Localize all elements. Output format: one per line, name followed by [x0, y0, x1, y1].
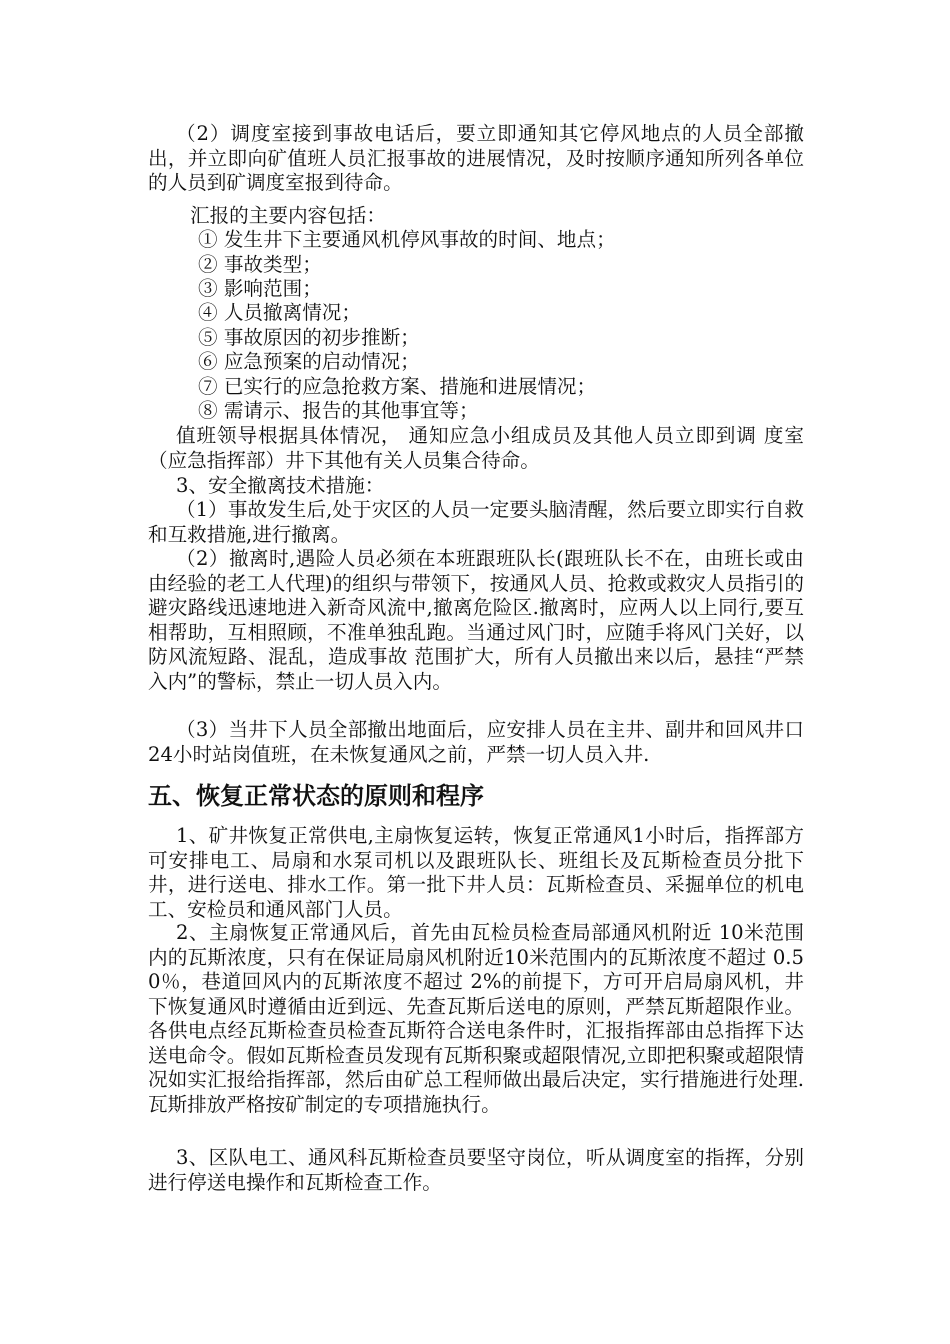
paragraph-evacuation-2: （2）撤离时,遇险人员必须在本班跟班队长(跟班队长不在，由班长或由由经验的老工人代理)的组织与带领下，按通风人员、抢救或救灾人员指引的避灾路线迅速地进入新奇风流中,撤离危险区.撤离时，应两人以上同行,要互相帮助，互相照顾，不准单独乱跑。当通过风门时，应随手将风门关好，以防风流短路、混乱，造成事故 范围扩大，所有人员撤出来以后，悬挂“严禁入内”的警标，禁止一切人员入内。 [148, 547, 804, 693]
report-item-1: ① 发生井下主要通风机停风事故的时间、地点； [198, 228, 616, 251]
paragraph-recovery-2: 2、主扇恢复正常通风后，首先由瓦检员检查局部通风机附近 10米范围内的瓦斯浓度，只有在保证局扇风机附近10米范围内的瓦斯浓度不超过 0.50％，巷道回风内的瓦斯浓度不超过 2%的前提下，方可开启局扇风机，井下恢复通风时遵循由近到远、先查瓦斯后送电的原则，严禁瓦斯超限作业。各供电点经瓦斯检查员检查瓦斯符合送电条件时，汇报指挥部由总指挥下达送电命令。假如瓦斯检查员发现有瓦斯积聚或超限情况,立即把积聚或超限情况如实汇报给指挥部，然后由矿总工程师做出最后决定，实行措施进行处理.瓦斯排放严格按矿制定的专项措施执行。 [148, 921, 804, 1116]
report-item-5: ⑤ 事故原因的初步推断； [198, 326, 420, 349]
report-item-3: ③ 影响范围； [198, 277, 322, 300]
paragraph-evacuation-3: （3）当井下人员全部撤出地面后，应安排人员在主井、副井和回风井口24小时站岗值班，在未恢复通风之前，严禁一切人员入井. [148, 718, 804, 766]
paragraph-dispatch-notify: （2）调度室接到事故电话后，要立即通知其它停风地点的人员全部撤出，并立即向矿值班人员汇报事故的进展情况，及时按顺序通知所列各单位的人员到矿调度室报到待命。 [148, 122, 804, 194]
report-intro: 汇报的主要内容包括： [190, 204, 386, 227]
report-item-6: ⑥ 应急预案的启动情况； [198, 350, 420, 373]
report-item-4: ④ 人员撤离情况； [198, 301, 361, 324]
paragraph-duty-leader: 值班领导根据具体情况， 通知应急小组成员及其他人员立即到调 度室（应急指挥部）井下其他有关人员集合待命。 [148, 424, 804, 472]
paragraph-recovery-3: 3、区队电工、通风科瓦斯检查员要坚守岗位，听从调度室的指挥，分别进行停送电操作和瓦斯检查工作。 [148, 1146, 804, 1194]
paragraph-evacuation-1: （1）事故发生后,处于灾区的人员一定要头脑清醒，然后要立即实行自救和互救措施,进行撤离。 [148, 498, 804, 546]
evacuation-measures-title: 3、安全撤离技术措施： [176, 474, 385, 497]
paragraph-recovery-1: 1、矿井恢复正常供电,主扇恢复运转，恢复正常通风1小时后，指挥部方可安排电工、局扇和水泵司机以及跟班队长、班组长及瓦斯检查员分批下井，进行送电、排水工作。第一批下井人员：瓦斯检查员、采掘单位的机电工、安检员和通风部门人员。 [148, 824, 804, 921]
report-item-2: ② 事故类型； [198, 253, 322, 276]
section-heading-recovery: 五、恢复正常状态的原则和程序 [148, 782, 484, 810]
report-item-8: ⑧ 需请示、报告的其他事宜等； [198, 399, 479, 422]
report-item-7: ⑦ 已实行的应急抢救方案、措施和进展情况； [198, 375, 597, 398]
